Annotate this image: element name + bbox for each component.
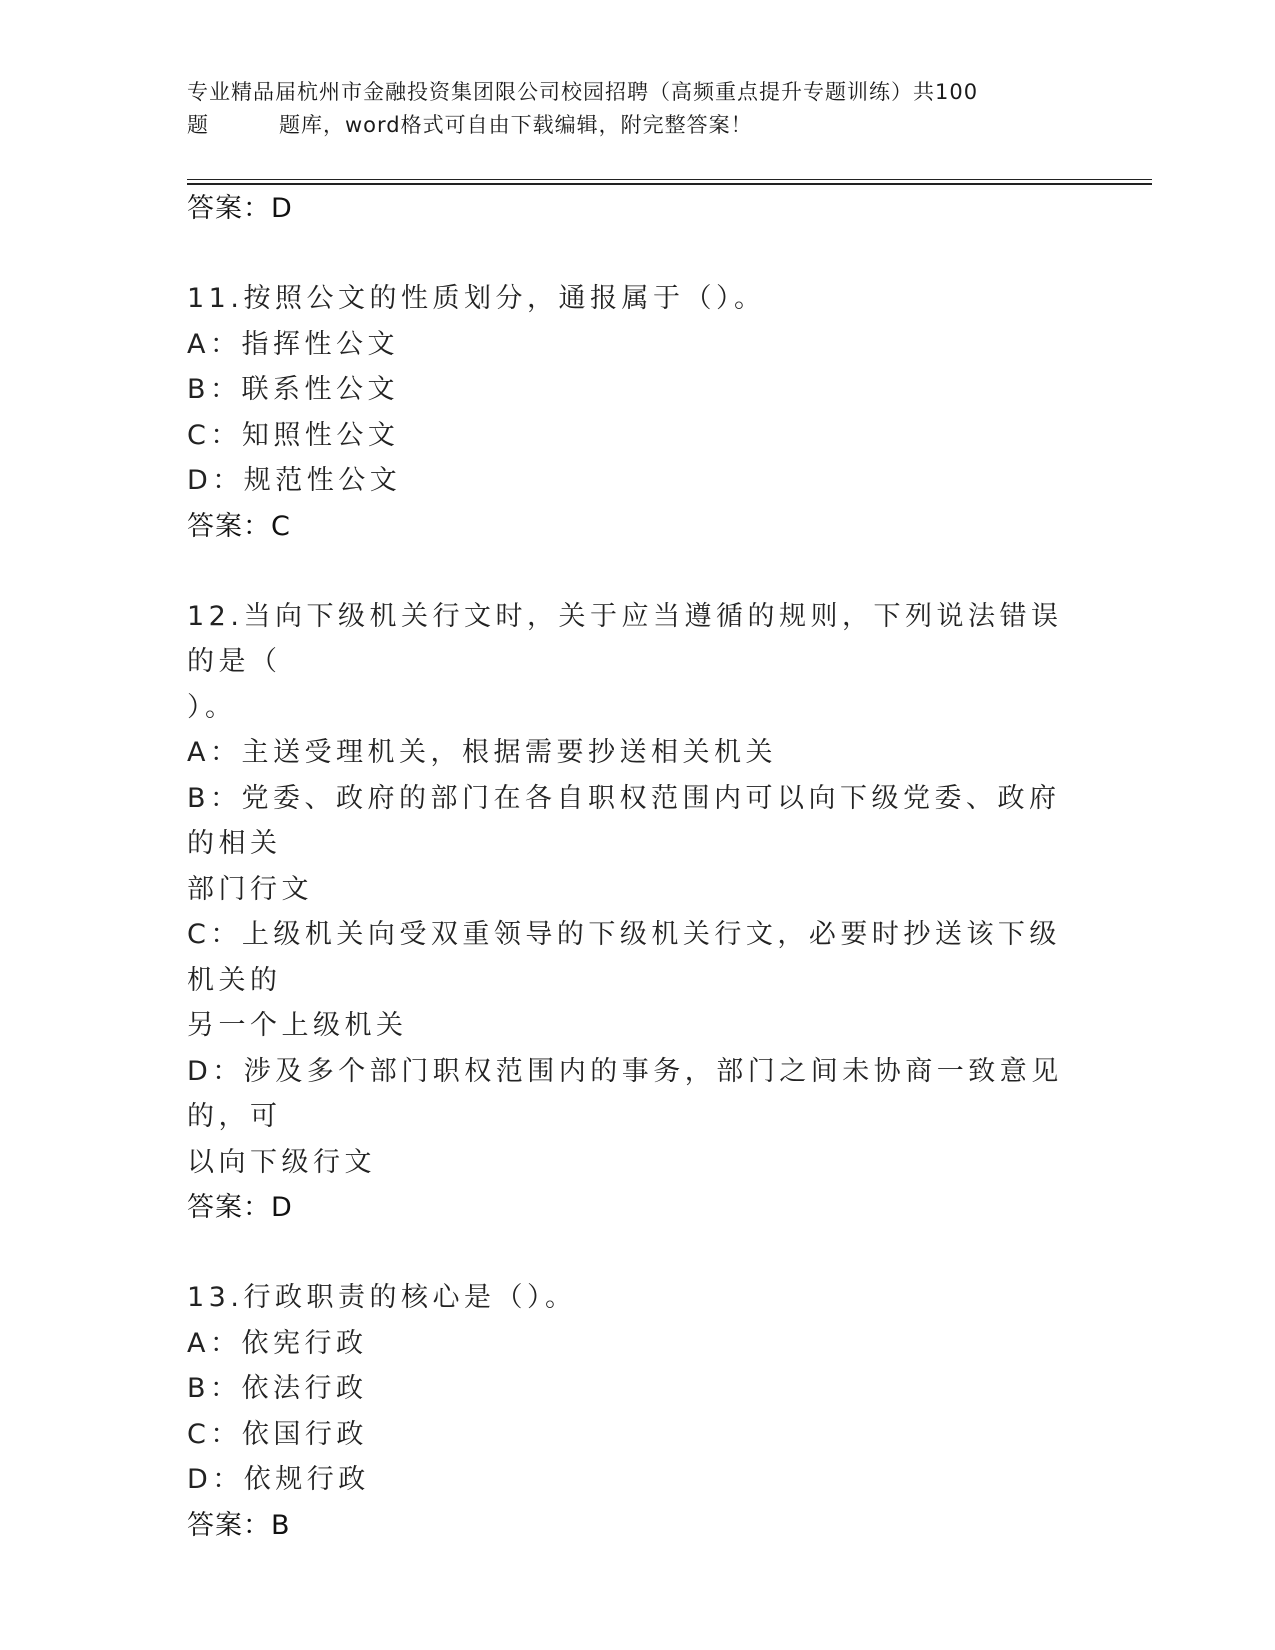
header-title-line2 [187, 109, 1087, 142]
question-11-option-b: B：联系性公文 [187, 374, 400, 405]
header-divider-thin [187, 179, 1152, 180]
header-title-line1: 专业精品届杭州市金融投资集团限公司校园招聘（高频重点提升专题训练）共100 [187, 80, 979, 104]
answer-q10: 答案：D [187, 193, 293, 224]
question-12-option-c-line2: 另一个上级机关 [187, 1010, 408, 1041]
question-12-option-a: A：主送受理机关，根据需要抄送相关机关 [187, 737, 777, 768]
answer-q11: 答案：C [187, 510, 291, 542]
header-line2-right: 题库，word格式可自由下载编辑，附完整答案！ [279, 113, 753, 137]
question-13 [187, 1275, 1087, 1503]
question-11-option-a: A：指挥性公文 [187, 328, 399, 360]
question-13-option-d: D：依规行政 [187, 1464, 370, 1495]
question-13-option-b: B：依法行政 [187, 1373, 368, 1404]
question-13-option-c: C：依国行政 [187, 1418, 368, 1450]
question-12-option-d-line1: D：涉及多个部门职权范围内的事务，部门之间未协商一致意见的，可 [187, 1055, 1063, 1132]
answer-q13: 答案：B [187, 1509, 291, 1541]
question-12-option-d-line2: 以向下级行文 [187, 1146, 376, 1178]
question-11 [187, 276, 1087, 504]
question-12-option-b-line2: 部门行文 [187, 873, 313, 905]
question-12-option-b-line1: B：党委、政府的部门在各自职权范围内可以向下级党委、政府的相关 [187, 782, 1061, 859]
question-12-option-c-line1: C：上级机关向受双重领导的下级机关行文，必要时抄送该下级机关的 [187, 919, 1061, 996]
page-header [187, 76, 1087, 142]
question-12 [187, 594, 1087, 1186]
question-13-option-a: A：依宪行政 [187, 1327, 368, 1359]
question-11-option-c: C：知照性公文 [187, 419, 400, 451]
header-line2-left: 题 [187, 113, 209, 137]
header-divider-thick [187, 183, 1152, 185]
question-12-stem-line2: ）。 [187, 691, 237, 723]
question-11-stem: 11.按照公文的性质划分，通报属于（）。 [187, 283, 766, 314]
question-12-stem-line1: 12.当向下级机关行文时，关于应当遵循的规则，下列说法错误的是（ [187, 600, 1063, 677]
question-11-option-d: D：规范性公文 [187, 465, 402, 496]
question-13-stem: 13.行政职责的核心是（）。 [187, 1282, 577, 1313]
document-body [187, 186, 1087, 1549]
answer-q12: 答案：D [187, 1192, 293, 1223]
